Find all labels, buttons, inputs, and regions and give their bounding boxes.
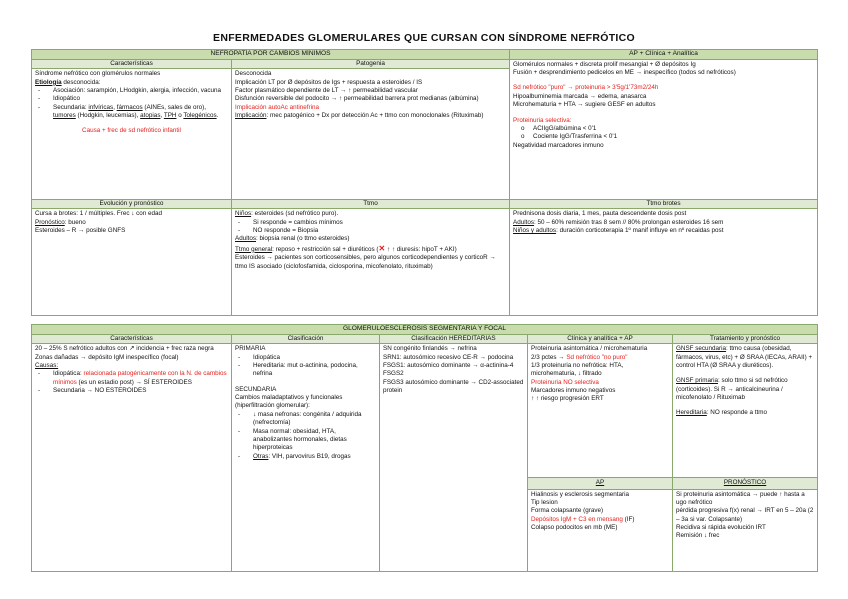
fsgs-table [31,324,818,572]
trat-her-label: Hereditaria [676,409,707,417]
fsgs-char-line: Zonas dañadas → depósito IgM inespecífico (focal) [35,353,179,361]
list-item: o Cociente IgG/Trasferrina < 0'1 [513,133,814,141]
header-evolucion: Evolución y pronóstico [32,199,232,209]
minimal-change-band: NEFROPATÍA POR CAMBIOS MÍNIMOS [32,50,510,60]
sec-text: , [113,103,117,111]
header-ttmo: Ttmo [232,199,510,209]
trat-sec-label: GNSF secundaria [676,345,727,353]
trat-prim-text: : solo ttmo si sd nefrótico (corticoides). Si R → anticalcineurina / micofenolato / Rituximab [676,377,788,402]
otras-label: Otras [253,452,269,460]
caracteristicas-cell [32,69,232,199]
sec-underline: Tolegénicos [183,112,217,120]
etiology-list [35,87,228,120]
ttmo-general-text: : reposo + restricción sal + diuréticos ( [272,245,379,253]
list-item [235,453,376,461]
ap-line: Hipoalbuminemia marcada → edema, anasarca [513,92,647,100]
header-ttmo-brotes: Ttmo brotes [510,199,818,209]
header-patogenia: Patogenia [232,59,510,69]
list-item: - Masa normal: obesidad, HTA, anabolizantes hormonales, dietas hiperproteicas [235,428,376,453]
trat-sec-line [676,345,814,370]
fsgs-band: GLOMERULOESCLEROSIS SEGMENTARIA Y FOCAL [32,325,818,335]
her-line: FSGS2 [383,370,404,378]
implicacion-label: Implicación [235,112,267,120]
list-item: - Hereditaria: mut α-actinina, podocina, nefrina [235,362,376,379]
pat-line: Implicación LT por Ø depósitos de Igs + respuesta a esteroides / IS [235,78,423,86]
list-item: - Asociación: sarampión, LHodgkin, alergia, infección, vacuna [35,87,228,95]
char-line: Síndrome nefrótico con glomérulos normales [35,70,161,78]
ap-cell [528,489,673,572]
adultos-line [235,235,506,243]
ttmo-brotes-cell [510,209,818,316]
ap-clinic-band: AP + Clínica + Analítica [510,50,818,60]
pronostico-cell [673,489,818,572]
header-hereditarias: Clasificación HEREDITARIAS [380,334,528,344]
pronostico-label: Pronóstico [35,218,65,226]
implicacion-line [235,112,506,120]
ninos-line [235,210,506,218]
ap-red-text: Depósitos IgM + C3 en mensang [531,515,623,523]
adultos-text: : biopsia renal (o ttmo esteroides) [256,235,350,243]
patogenia-cell [232,69,510,199]
header-caracteristicas: Características [32,334,232,344]
header-clasificacion: Clasificación [232,334,380,344]
brotes-adultos-line [513,219,814,227]
brotes-ninos-adultos-text: : duración corticoterapia 1º manif influye en nº recaidas post [556,227,724,234]
hereditarias-cell [380,344,528,572]
fsgs-caracteristicas-cell [32,344,232,572]
pronostico-line [35,219,228,227]
trat-sec-text: : ttmo causa (obesidad, fármacos, virus, etc) + Ø SRAA (IECAs, ARAII) + control HTA (Ø SRAA y diuréticos). [676,345,813,369]
red-cross-icon: ✕ [378,243,386,253]
pat-red-line: Implicación autoAc antinefrina [235,103,320,111]
header-ap: AP [528,478,673,490]
sec-underline: atopias [140,112,161,120]
ap-line: Forma colapsante (grave) [531,507,604,515]
list-item: - Secundaria → NO ESTEROIDES [35,387,228,395]
primaria-list [235,354,376,379]
idio-text: Idiopática: [53,370,84,378]
implicacion-text: : mec patogénico + Dx por detección Ac + ttmo con monoclonales (Rituximab) [266,112,484,120]
pat-line: Desconocida [235,70,272,78]
primaria-label: PRIMARIA [235,345,266,353]
clin-red-line: Proteinuria NO selectiva [531,378,599,386]
adultos-label: Adultos [235,235,257,243]
ttmo-general-line [235,244,506,255]
ap-clinic-cell [510,59,818,199]
brotes-adultos-label: Adultos [513,218,535,226]
sec-text: , [160,112,164,120]
etiology-label: Etiología [35,78,62,86]
clin-text: 2/3 pctes → [531,353,567,361]
clin-line [531,354,669,362]
ap-red-line: Sd nefrótico "puro" → proteinuria > 3'5g/1'73m2/24h [513,84,659,92]
ninos-text: : esteroides (sd nefrótico puro). [251,210,339,218]
ap-line: Negatividad marcadores inmuno [513,141,604,149]
ap-line: Tip lesion [531,498,558,506]
red-highlight: Causa + frec de sd nefrótico infantil [82,127,181,135]
her-line: FSGS1: autosómico dominante → α-actinina-4 [383,362,514,369]
ap-line: Fusión + desprendimiento pedicelos en ME → inespecífico (todos sd nefróticos) [513,69,736,77]
list-item: - Idiopática [235,354,376,362]
ttmo-general-label: Ttmo general [235,245,273,253]
sec-text: (Hodgkin, leucemias), [75,112,141,120]
clin-line: 1/3 proteinuria no nefrótica: HTA, microhematuria, ↓ filtrado [531,362,624,378]
header-pronostico: PRONÓSTICO [673,478,818,490]
causas-label: Causas: [35,362,59,369]
sec-underline: infvíricas [88,103,114,111]
secundaria-line: Cambios maladaptativos y funcionales (hiperfiltración glomerular): [235,394,343,410]
ninos-label: Niños [235,210,252,218]
trat-prim-label: GNSF primaria [676,377,718,385]
ttmo-general-text: ↑ ↑ diuresis: hipoT + AKI) [385,245,457,253]
causas-list [35,370,228,395]
pat-line: Disfunción reversible del podocito → ↑ permeabilidad barrera prot medianas (albúmina) [235,95,479,103]
ap-line: Glomérulos normales + discreta prolif mesangial + Ø depósitos Ig [513,60,696,68]
brotes-line: Prednisona dosis diaria, 1 mes, pauta descendente dosis post [513,210,687,218]
sec-text: (AINEs, sales de oro), [142,103,206,111]
pat-line: Factor plasmático dependiente de LT → ↑ permeabilidad vascular [235,87,418,95]
brotes-ninos-adultos-label: Niños y adultos [513,227,557,234]
clin-line: Marcadores inmuno negativos [531,387,616,395]
her-line: SRN1: autosómico recesivo CE-R → podocina [383,353,514,361]
idio-text: (es un estadio post) → SÍ ESTEROIDES [76,378,192,386]
clin-line: ↑ ↑ riesgo progresión ERT [531,395,604,403]
her-line: SN congénito finlandés → nefrina [383,345,477,353]
evol-line: Cursa a brotes: 1 / múltiples. Frec ↓ con edad [35,210,163,218]
evolucion-cell [32,209,232,316]
tratamiento-cell [673,344,818,478]
list-item: - Idiopático [35,95,228,103]
secundaria-list [235,411,376,461]
evol-line: Esteroides – R → posible GNFS [35,227,126,234]
idio-red-text: relacionada patogénicamente con la N. de cambios mínimos [53,370,227,386]
pron-line: Remisión ↓ frec [676,532,720,540]
sec-underline: fármacos [116,103,143,111]
ap-red-line: Proteinuria selectiva: [513,116,572,124]
otras-text: : VIH, parvovirus B19, drogas [268,452,351,460]
sec-text: . [216,112,219,120]
clasificacion-cell [232,344,380,572]
clin-red-text: Sd nefrótico "no puro" [566,353,628,361]
ninos-list [235,219,506,236]
sec-underline: tumores [53,112,76,120]
header-caracteristicas: Características [32,59,232,69]
ap-line: Hialinosis y esclerosis segmentaria [531,490,629,498]
secundaria-label: SECUNDARIA [235,385,277,393]
her-line: FSGS3 autosómico dominante → CD2-associated protein [383,378,524,395]
pron-line: Si proteinuria asintomática → puede ↑ hasta a ugo nefrótico [676,490,805,506]
list-item: - NO responde = Biopsia [235,227,506,235]
trat-her-text: : NO responde a ttmo [706,409,768,417]
trat-prim-line [676,377,814,402]
sec-underline: TPH [163,112,177,120]
trat-her-line [676,409,814,417]
minimal-change-table [31,49,818,316]
list-item: o ACIIgG/albúmina < 0'1 [513,125,814,133]
header-clinica: Clínica y analítica + AP [528,334,673,344]
ttmo-line: Esteroides → pacientes son corticosensibles, pero algunos corticodependientes y corticoR → ttmo IS asociado (ciclofosfamida, ciclosporina, micofenolato, rituximab) [235,254,496,270]
etiology-line [35,79,228,87]
ap-line: Microhematuria + HTA → sugiere GESF en adultos [513,101,656,109]
list-item [35,370,228,387]
clin-line: Proteinuria asintomática / microhematuria [531,345,648,353]
ap-line: Colapso podocitos en mb (ME) [531,524,618,532]
list-item: - ↓ masa nefronas: congénita / adquirida (nefrectomía) [235,411,376,428]
list-item: - Si responde = cambios mínimos [235,219,506,227]
header-tratamiento: Tratamiento y pronóstico [673,334,818,344]
etiology-text: desconocida: [61,78,101,86]
document-title: ENFERMEDADES GLOMERULARES QUE CURSAN CON SÍNDROME NEFRÓTICO [213,32,635,44]
pron-line: pérdida progresiva f(x) renal → IRT en 5 – 20a (2 – 3a si var. Colapsante) [676,507,814,523]
clinica-cell [528,344,673,478]
ap-text: (IF) [622,515,635,523]
sec-text: Secundaria: [53,103,89,111]
ap-line [531,516,669,524]
selectivity-list [513,125,814,142]
sec-text: o [176,112,184,120]
pron-line: Recidiva si rápida evolución IRT [676,524,766,532]
pronostico-text: : bueno [64,218,86,226]
brotes-adultos-text: : 50 – 60% remisión tras 8 sem // 80% prolongan esteroides 16 sem [534,218,724,226]
ttmo-cell [232,209,510,316]
brotes-ninos-adultos-line [513,227,814,235]
fsgs-char-line: 20 – 25% S nefrótico adultos con ↗ incidencia + frec raza negra [35,345,214,353]
list-item [35,104,228,121]
